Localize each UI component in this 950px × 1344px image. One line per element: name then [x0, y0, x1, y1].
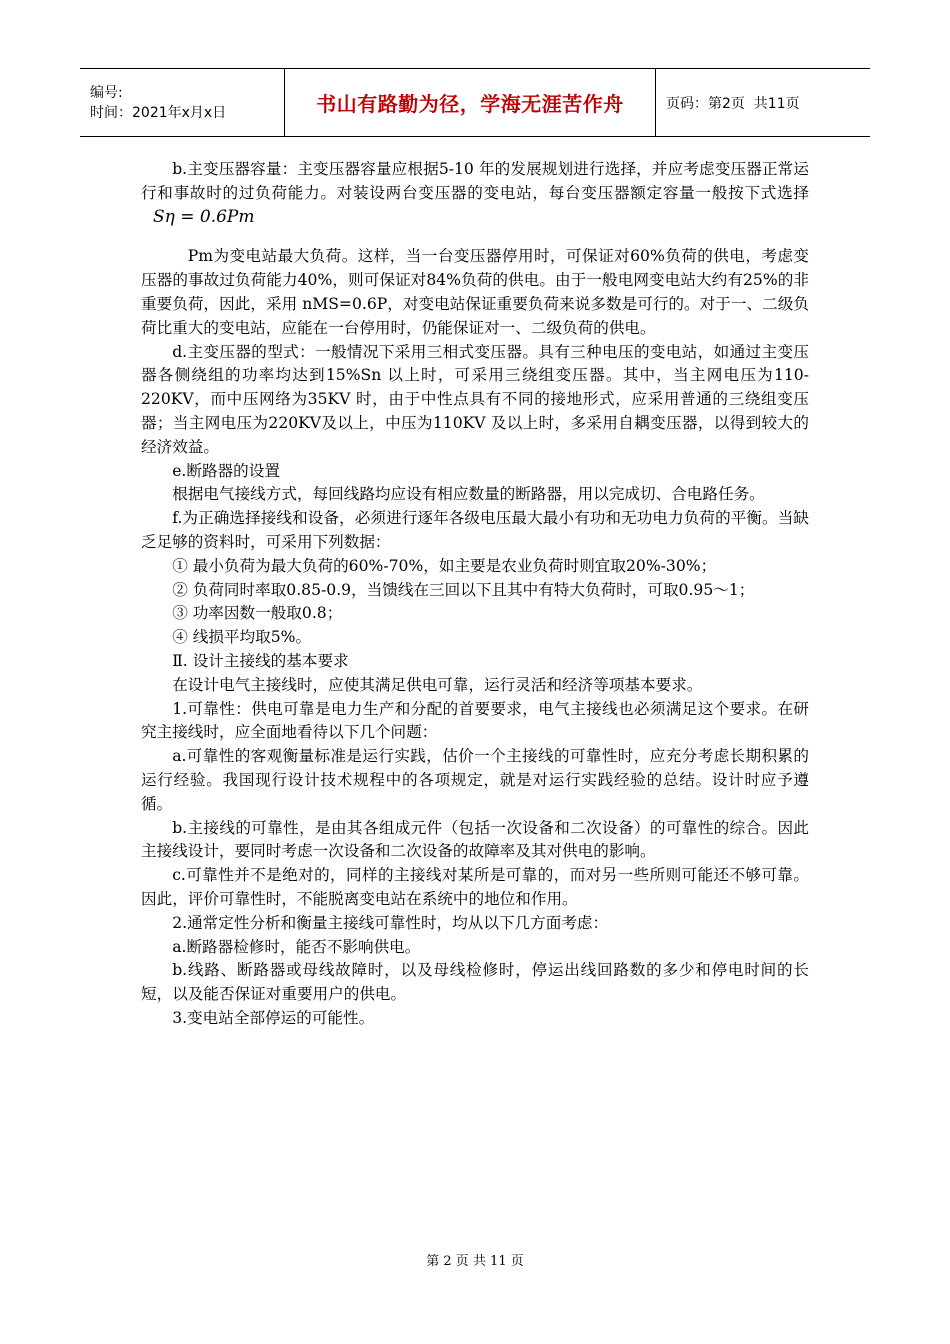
paragraph-transformer-capacity: b.主变压器容量：主变压器容量应根据5-10 年的发展规划进行选择，并应考虑变压器正常运行和事故时的过负荷能力。对装设两台变压器的变电站，每台变压器额定容量一般按下式选择Sη = 0.6Pm: [141, 160, 809, 227]
section-heading: Ⅱ. 设计主接线的基本要求: [172, 651, 349, 670]
header-middle-cell: [284, 69, 656, 136]
list-item: ② 负荷同时率取0.85-0.9，当馈线在三回以下且其中有特大负荷时，可取0.95～1；: [172, 580, 755, 599]
paragraph: b.线路、断路器或母线故障时，以及母线检修时，停运出线回路数的多少和停电时间的长短，以及能否保证对重要用户的供电。: [141, 961, 809, 1004]
header-motto: 书山有路勤为径，学海无涯苦作舟: [316, 92, 624, 116]
paragraph: a.可靠性的客观衡量标准是运行实践，估价一个主接线的可靠性时，应充分考虑长期积累的运行经验。我国现行设计技术规程中的各项规定，就是对运行实践经验的总结。设计时应予遵循。: [141, 747, 809, 813]
header-right-cell: [656, 69, 870, 136]
paragraph: 在设计电气主接线时，应使其满足供电可靠，运行灵活和经济等项基本要求。: [172, 675, 703, 694]
list-item: ④ 线损平均取5%。: [172, 628, 312, 647]
paragraph: a.断路器检修时，能否不影响供电。: [172, 937, 421, 956]
paragraph: 根据电气接线方式，每回线路均应设有相应数量的断路器，用以完成切、合电路任务。: [172, 485, 765, 504]
page-header: [80, 68, 870, 137]
paragraph: Pm为变电站最大负荷。这样，当一台变压器停用时，可保证对60%负荷的供电，考虑变压器的事故过负荷能力40%，则可保证对84%负荷的供电。由于一般电网变电站大约有25%的非重要负荷，因此，采用 nMS=0.6P，对变电站保证重要负荷来说多数是可行的。对于一、二级负荷比重大的变电站，应能在一台停用时，仍能保证对一、二级负荷的供电。: [141, 247, 809, 337]
spacer: [141, 231, 809, 245]
header-page-info: 页码：第2页 共11页: [666, 95, 800, 112]
footer-page-number: 第 2 页 共 11 页: [426, 1254, 524, 1269]
list-item: ① 最小负荷为最大负荷的60%-70%，如主要是农业负荷时则宜取20%-30%；: [172, 556, 717, 575]
capacity-formula: Sη = 0.6Pm: [153, 206, 255, 227]
paragraph: 2.通常定性分析和衡量主接线可靠性时，均从以下几方面考虑：: [172, 913, 609, 932]
paragraph: b.主接线的可靠性，是由其各组成元件（包括一次设备和二次设备）的可靠性的综合。因此主接线设计，要同时考虑一次设备和二次设备的故障率及其对供电的影响。: [141, 818, 809, 861]
page-footer: [0, 1250, 950, 1269]
paragraph: f.为正确选择接线和设备，必须进行逐年各级电压最大最小有功和无功电力负荷的平衡。当缺乏足够的资料时，可采用下列数据：: [141, 509, 809, 551]
list-item: ③ 功率因数一般取0.8；: [172, 604, 343, 623]
document-body: [141, 158, 809, 1031]
paragraph: e.断路器的设置: [172, 461, 280, 480]
paragraph: c.可靠性并不是绝对的，同样的主接线对某所是可靠的，而对另一些所则可能还不够可靠。因此，评价可靠性时，不能脱离变电站在系统中的地位和作用。: [141, 866, 809, 908]
paragraph: 1.可靠性：供电可靠是电力生产和分配的首要要求，电气主接线也必须满足这个要求。在研究主接线时，应全面地看待以下几个问题：: [141, 699, 809, 742]
doc-date: 时间：2021年x月x日: [90, 104, 227, 121]
header-left-cell: [80, 69, 284, 136]
paragraph: d.主变压器的型式：一般情况下采用三相式变压器。具有三种电压的变电站，如通过主变压器各侧绕组的功率均达到15%Sn 以上时，可采用三绕组变压器。其中，当主网电压为110-220KV，而中压网络为35KV 时，由于中性点具有不同的接地形式，应采用普通的三绕组变压器；当主网电压为220KV及以上，中压为110KV 及以上时，多采用自耦变压器，以得到较大的经济效益。: [141, 342, 809, 456]
doc-number: 编号:: [90, 84, 123, 101]
paragraph: 3.变电站全部停运的可能性。: [172, 1008, 375, 1027]
